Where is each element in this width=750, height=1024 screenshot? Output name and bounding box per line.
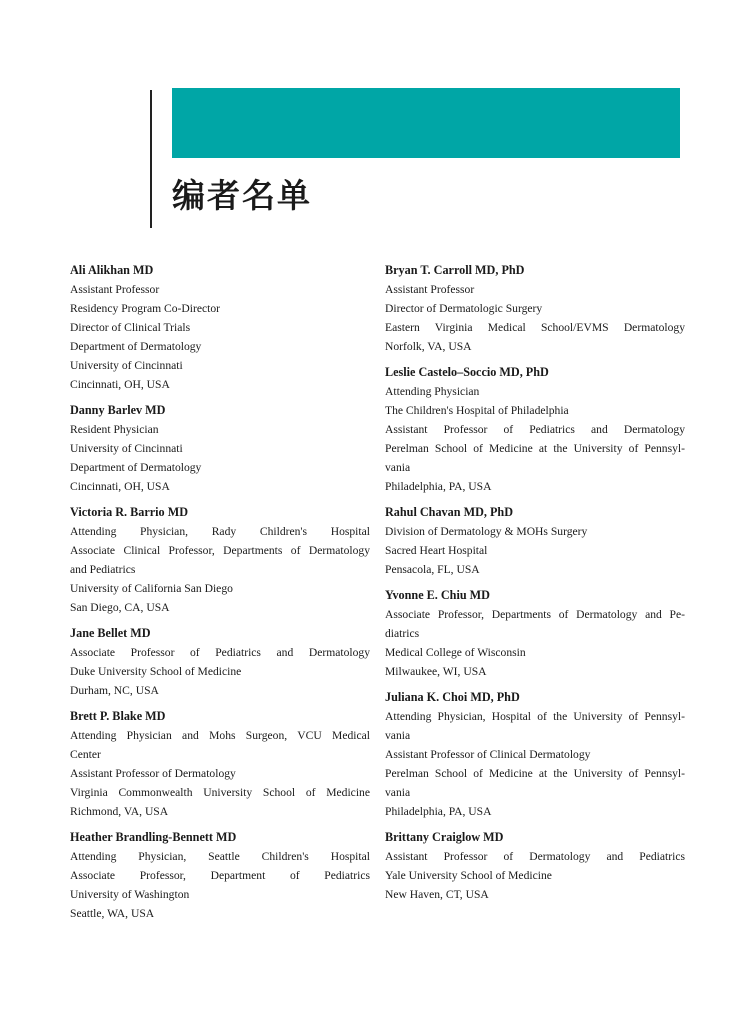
affiliation-line: Philadelphia, PA, USA — [385, 805, 492, 818]
affiliation-line: University of Cincinnati — [70, 359, 183, 372]
contributor-name: Jane Bellet MD — [70, 626, 151, 640]
contributor-name: Heather Brandling-Bennett MD — [70, 830, 237, 844]
contributors-right-column — [385, 261, 685, 911]
contributor-name: Ali Alikhan MD — [70, 263, 154, 277]
affiliation-line: Norfolk, VA, USA — [385, 340, 472, 353]
affiliation-line: Richmond, VA, USA — [70, 805, 169, 818]
affiliation-line: Attending Physician, Hospital of the University of Pennsyl- — [385, 710, 685, 723]
contributor-name: Yvonne E. Chiu MD — [385, 588, 490, 602]
affiliation-line: Center — [70, 748, 101, 761]
affiliation-line: Philadelphia, PA, USA — [385, 480, 492, 493]
affiliation-line: Duke University School of Medicine — [70, 665, 242, 678]
affiliation-line: Attending Physician, Rady Children's Hospital — [70, 525, 370, 538]
affiliation-line: Seattle, WA, USA — [70, 907, 155, 920]
affiliation-line: Assistant Professor of Clinical Dermatology — [385, 748, 591, 761]
contributors-left-column — [70, 261, 370, 930]
affiliation-line: Attending Physician — [385, 385, 480, 398]
affiliation-line: Assistant Professor — [70, 283, 160, 296]
contributor-name: Brittany Craiglow MD — [385, 830, 504, 844]
affiliation-line: Associate Clinical Professor, Departments of Dermatology — [70, 544, 370, 557]
affiliation-line: Cincinnati, OH, USA — [70, 378, 170, 391]
affiliation-line: Resident Physician — [70, 423, 159, 436]
affiliation-line: University of California San Diego — [70, 582, 233, 595]
affiliation-line: Division of Dermatology & MOHs Surgery — [385, 525, 588, 538]
contributor-name: Danny Barlev MD — [70, 403, 166, 417]
contributor-name: Leslie Castelo–Soccio MD, PhD — [385, 365, 549, 379]
affiliation-line: Durham, NC, USA — [70, 684, 159, 697]
affiliation-line: Virginia Commonwealth University School of Medicine — [70, 786, 370, 799]
contributor-entry — [385, 828, 685, 904]
affiliation-line: vania — [385, 729, 411, 742]
affiliation-line: Pensacola, FL, USA — [385, 563, 480, 576]
affiliation-line: Department of Dermatology — [70, 340, 202, 353]
affiliation-line: vania — [385, 461, 411, 474]
contributor-name: Juliana K. Choi MD, PhD — [385, 690, 520, 704]
affiliation-line: University of Cincinnati — [70, 442, 183, 455]
affiliation-line: Associate Professor, Departments of Dermatology and Pe- — [385, 608, 685, 621]
contributor-entry — [70, 401, 370, 496]
header-divider-line — [150, 90, 152, 228]
contributor-entry — [385, 586, 685, 681]
affiliation-line: diatrics — [385, 627, 420, 640]
affiliation-line: Attending Physician, Seattle Children's Hospital — [70, 850, 370, 863]
affiliation-line: Perelman School of Medicine at the University of Pennsyl- — [385, 442, 685, 455]
affiliation-line: San Diego, CA, USA — [70, 601, 170, 614]
affiliation-line: Residency Program Co-Director — [70, 302, 221, 315]
contributor-entry — [70, 503, 370, 617]
affiliation-line: vania — [385, 786, 411, 799]
contributor-entry — [385, 363, 685, 496]
contributor-entry — [70, 261, 370, 394]
contributor-name: Rahul Chavan MD, PhD — [385, 505, 513, 519]
contributor-entry — [385, 688, 685, 821]
affiliation-line: Director of Clinical Trials — [70, 321, 191, 334]
affiliation-line: Director of Dermatologic Surgery — [385, 302, 543, 315]
affiliation-line: Medical College of Wisconsin — [385, 646, 526, 659]
affiliation-line: Associate Professor of Pediatrics and Dermatology — [70, 646, 370, 659]
contributor-name: Victoria R. Barrio MD — [70, 505, 189, 519]
affiliation-line: Cincinnati, OH, USA — [70, 480, 170, 493]
affiliation-line: The Children's Hospital of Philadelphia — [385, 404, 569, 417]
contributor-entry — [385, 261, 685, 356]
contributor-entry — [385, 503, 685, 579]
affiliation-line: Milwaukee, WI, USA — [385, 665, 487, 678]
affiliation-line: Assistant Professor of Pediatrics and Dermatology — [385, 423, 685, 436]
page-title: 编者名单 — [172, 176, 312, 215]
affiliation-line: Associate Professor, Department of Pediatrics — [70, 869, 370, 882]
header-color-band — [172, 88, 680, 158]
affiliation-line: Assistant Professor — [385, 283, 475, 296]
contributor-name: Brett P. Blake MD — [70, 709, 166, 723]
affiliation-line: Sacred Heart Hospital — [385, 544, 488, 557]
affiliation-line: Assistant Professor of Dermatology — [70, 767, 236, 780]
affiliation-line: and Pediatrics — [70, 563, 136, 576]
contributor-entry — [70, 828, 370, 923]
affiliation-line: Attending Physician and Mohs Surgeon, VCU Medical — [70, 729, 370, 742]
contributor-entry — [70, 707, 370, 821]
contributor-entry — [70, 624, 370, 700]
affiliation-line: Yale University School of Medicine — [385, 869, 552, 882]
affiliation-line: Department of Dermatology — [70, 461, 202, 474]
affiliation-line: Assistant Professor of Dermatology and Pediatrics — [385, 850, 685, 863]
affiliation-line: New Haven, CT, USA — [385, 888, 489, 901]
affiliation-line: Perelman School of Medicine at the University of Pennsyl- — [385, 767, 685, 780]
affiliation-line: Eastern Virginia Medical School/EVMS Dermatology — [385, 321, 685, 334]
contributor-name: Bryan T. Carroll MD, PhD — [385, 263, 525, 277]
affiliation-line: University of Washington — [70, 888, 190, 901]
